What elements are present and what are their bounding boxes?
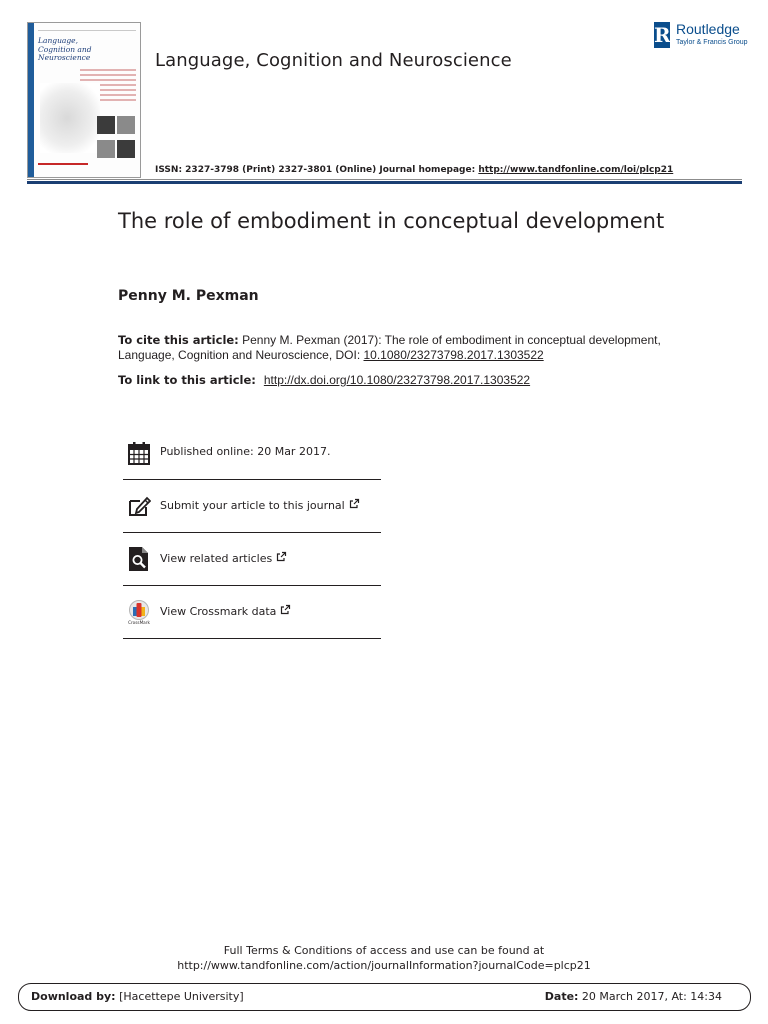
document-search-icon <box>127 546 151 572</box>
cover-title-line: Language, <box>38 36 79 45</box>
cite-doi-link[interactable]: 10.1080/23273798.2017.1303522 <box>363 348 544 362</box>
issn-line <box>155 165 673 175</box>
article-doi-link[interactable]: http://dx.doi.org/10.1080/23273798.2017.1303522 <box>263 373 531 387</box>
crossmark-caption: CrossMark <box>128 620 150 625</box>
external-link-icon <box>280 604 291 615</box>
download-info-bar <box>18 983 751 1011</box>
related-articles-row[interactable] <box>123 534 381 586</box>
related-articles-label: View related articles <box>160 552 273 565</box>
row-divider <box>123 638 381 639</box>
cover-brain-graphic <box>40 83 100 153</box>
article-author: Penny M. Pexman <box>118 288 259 304</box>
cover-thumbnails <box>96 115 136 163</box>
publisher-subtitle: Taylor & Francis Group <box>676 39 748 46</box>
published-online-row <box>123 428 381 480</box>
related-articles-link[interactable] <box>160 551 287 565</box>
crossmark-row[interactable] <box>123 587 381 639</box>
issn-text: ISSN: 2327-3798 (Print) 2327-3801 (Online) Journal homepage: <box>155 165 479 175</box>
submit-article-row[interactable] <box>123 481 381 533</box>
citation-block <box>118 333 678 363</box>
download-label: Download by: <box>31 990 116 1003</box>
article-title: The role of embodiment in conceptual development <box>118 209 665 233</box>
article-link-block <box>118 373 678 387</box>
cite-text: Penny M. Pexman (2017): The role of embodiment in conceptual development, Language, Cognition and Neuroscience, DOI: <box>118 333 661 362</box>
date-value: 20 March 2017, At: 14:34 <box>578 990 722 1003</box>
cover-title-line: Neuroscience <box>38 53 91 62</box>
download-value: [Hacettepe University] <box>115 990 244 1003</box>
download-date <box>545 990 722 1003</box>
terms-notice <box>0 943 768 973</box>
publisher-name: Routledge <box>676 21 740 37</box>
row-divider <box>123 532 381 533</box>
crossmark-link[interactable] <box>160 604 291 618</box>
cover-title <box>38 37 138 63</box>
submit-article-label: Submit your article to this journal <box>160 499 345 512</box>
cover-top-line <box>38 27 136 31</box>
download-by <box>31 990 244 1003</box>
submit-article-link[interactable] <box>160 498 360 512</box>
journal-homepage-link[interactable]: http://www.tandfonline.com/loi/plcp21 <box>478 165 674 175</box>
journal-title: Language, Cognition and Neuroscience <box>155 50 512 71</box>
edit-pencil-icon <box>127 493 151 519</box>
external-link-icon <box>276 551 287 562</box>
link-label: To link to this article: <box>118 373 260 387</box>
terms-url-link[interactable]: http://www.tandfonline.com/action/journalInformation?journalCode=plcp21 <box>177 959 591 972</box>
publisher-logo <box>652 20 752 52</box>
header-rule-thin <box>27 179 742 180</box>
date-label: Date: <box>544 990 579 1003</box>
cover-title-line: Cognition and <box>38 44 92 54</box>
row-divider <box>123 479 381 480</box>
calendar-icon <box>127 440 151 466</box>
header-rule-thick <box>27 181 742 184</box>
cover-publisher-mark <box>38 163 88 165</box>
crossmark-icon <box>127 599 151 625</box>
journal-cover-image <box>27 22 141 178</box>
row-divider <box>123 585 381 586</box>
terms-line: Full Terms & Conditions of access and use can be found at <box>223 944 545 957</box>
routledge-logo-icon: R <box>654 23 671 47</box>
cite-label: To cite this article: <box>118 333 239 347</box>
external-link-icon <box>349 498 360 509</box>
cover-spine-strip <box>28 23 34 177</box>
crossmark-label: View Crossmark data <box>160 605 277 618</box>
published-online-text: Published online: 20 Mar 2017. <box>160 445 331 458</box>
